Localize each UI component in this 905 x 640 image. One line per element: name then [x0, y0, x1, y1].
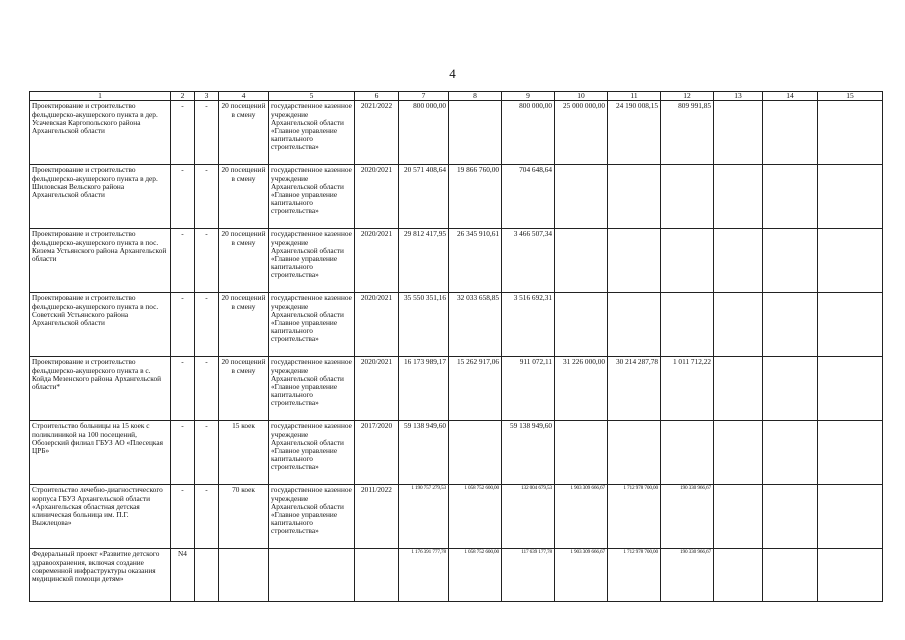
- column-number-10: 10: [555, 92, 608, 101]
- cell-col-3: -: [195, 165, 219, 229]
- cell-col-9: 132 004 679,53: [502, 485, 555, 549]
- cell-object-name: Проектирование и строительство фельдшерско-акушерского пункта в пос. Кизема Устьянского района Архангельской области: [30, 229, 171, 293]
- cell-customer: государственное казенное учреждение Архангельской области «Главное управление капитального строительства»: [269, 293, 355, 357]
- cell-col-9: 59 138 949,60: [502, 421, 555, 485]
- cell-period: 2021/2022: [355, 101, 399, 165]
- column-number-row: [30, 92, 883, 101]
- cell-col-11: [608, 421, 661, 485]
- cell-col-14: [763, 549, 818, 602]
- cell-col-3: -: [195, 101, 219, 165]
- column-number-11: 11: [608, 92, 661, 101]
- cell-col-14: [763, 165, 818, 229]
- cell-col-13: [714, 101, 763, 165]
- cell-col-8: 15 262 917,06: [449, 357, 502, 421]
- cell-col-3: -: [195, 229, 219, 293]
- cell-col-7: 1 190 757 279,53: [399, 485, 449, 549]
- table-row: [30, 293, 883, 357]
- cell-customer: государственное казенное учреждение Архангельской области «Главное управление капитального строительства»: [269, 165, 355, 229]
- cell-col-9: 704 648,64: [502, 165, 555, 229]
- cell-col-13: [714, 357, 763, 421]
- cell-col-11: 1 712 978 700,00: [608, 549, 661, 602]
- cell-customer: государственное казенное учреждение Архангельской области «Главное управление капитального строительства»: [269, 485, 355, 549]
- cell-col-12: 1 011 712,22: [661, 357, 714, 421]
- cell-capacity: [219, 549, 269, 602]
- cell-col-2: N4: [171, 549, 195, 602]
- cell-customer: [269, 549, 355, 602]
- column-number-5: 5: [269, 92, 355, 101]
- cell-col-15: [818, 293, 883, 357]
- cell-col-13: [714, 293, 763, 357]
- cell-col-3: -: [195, 421, 219, 485]
- cell-col-2: -: [171, 357, 195, 421]
- cell-col-8: 1 058 752 600,00: [449, 549, 502, 602]
- cell-col-13: [714, 549, 763, 602]
- cell-customer: государственное казенное учреждение Архангельской области «Главное управление капитального строительства»: [269, 421, 355, 485]
- cell-col-8: 19 866 760,00: [449, 165, 502, 229]
- cell-col-2: -: [171, 293, 195, 357]
- cell-col-8: [449, 421, 502, 485]
- cell-col-8: 32 033 658,85: [449, 293, 502, 357]
- cell-col-9: 911 072,11: [502, 357, 555, 421]
- cell-col-14: [763, 101, 818, 165]
- cell-col-3: -: [195, 357, 219, 421]
- cell-col-13: [714, 165, 763, 229]
- cell-col-2: -: [171, 165, 195, 229]
- cell-col-11: 24 190 008,15: [608, 101, 661, 165]
- column-number-4: 4: [219, 92, 269, 101]
- column-number-9: 9: [502, 92, 555, 101]
- column-number-14: 14: [763, 92, 818, 101]
- investment-table: [29, 91, 883, 602]
- cell-period: 2020/2021: [355, 165, 399, 229]
- cell-col-7: 35 550 351,16: [399, 293, 449, 357]
- column-number-12: 12: [661, 92, 714, 101]
- table-row: [30, 549, 883, 602]
- cell-col-12: [661, 229, 714, 293]
- cell-capacity: 20 посещений в смену: [219, 229, 269, 293]
- cell-col-12: [661, 165, 714, 229]
- column-number-1: 1: [30, 92, 171, 101]
- cell-col-7: 1 176 391 777,78: [399, 549, 449, 602]
- cell-col-9: 800 000,00: [502, 101, 555, 165]
- cell-col-7: 29 812 417,95: [399, 229, 449, 293]
- cell-col-11: 30 214 287,78: [608, 357, 661, 421]
- table-row: [30, 485, 883, 549]
- cell-object-name: Проектирование и строительство фельдшерско-акушерского пункта в дер. Шиловская Вельского района Архангельской области: [30, 165, 171, 229]
- cell-col-13: [714, 229, 763, 293]
- cell-col-15: [818, 101, 883, 165]
- table-row: [30, 101, 883, 165]
- cell-col-8: 26 345 910,61: [449, 229, 502, 293]
- cell-col-14: [763, 421, 818, 485]
- cell-capacity: 70 коек: [219, 485, 269, 549]
- cell-col-9: 117 639 177,78: [502, 549, 555, 602]
- cell-col-7: 16 173 989,17: [399, 357, 449, 421]
- cell-col-10: 1 903 309 666,67: [555, 549, 608, 602]
- cell-capacity: 20 посещений в смену: [219, 293, 269, 357]
- cell-col-14: [763, 485, 818, 549]
- column-number-3: 3: [195, 92, 219, 101]
- cell-col-3: -: [195, 485, 219, 549]
- cell-col-12: 190 330 966,67: [661, 485, 714, 549]
- cell-capacity: 20 посещений в смену: [219, 165, 269, 229]
- table-row: [30, 357, 883, 421]
- cell-col-7: 59 138 949,60: [399, 421, 449, 485]
- cell-col-15: [818, 357, 883, 421]
- table-row: [30, 421, 883, 485]
- page-number: 4: [449, 66, 456, 81]
- table-row: [30, 229, 883, 293]
- cell-period: 2020/2021: [355, 293, 399, 357]
- cell-col-9: 3 516 692,31: [502, 293, 555, 357]
- cell-col-2: -: [171, 421, 195, 485]
- column-number-7: 7: [399, 92, 449, 101]
- cell-capacity: 20 посещений в смену: [219, 357, 269, 421]
- cell-col-14: [763, 357, 818, 421]
- cell-period: 2020/2021: [355, 357, 399, 421]
- cell-col-12: [661, 421, 714, 485]
- column-number-2: 2: [171, 92, 195, 101]
- cell-col-7: 800 000,00: [399, 101, 449, 165]
- cell-col-10: [555, 229, 608, 293]
- cell-col-8: 1 058 752 600,00: [449, 485, 502, 549]
- cell-col-13: [714, 421, 763, 485]
- cell-object-name: Федеральный проект «Развитие детского здравоохранения, включая создание современной инфраструктуры оказания медицинской помощи детям»: [30, 549, 171, 602]
- column-number-13: 13: [714, 92, 763, 101]
- cell-customer: государственное казенное учреждение Архангельской области «Главное управление капитального строительства»: [269, 229, 355, 293]
- cell-customer: государственное казенное учреждение Архангельской области «Главное управление капитального строительства»: [269, 357, 355, 421]
- column-number-8: 8: [449, 92, 502, 101]
- cell-col-15: [818, 165, 883, 229]
- cell-col-11: 1 712 978 700,00: [608, 485, 661, 549]
- cell-col-10: [555, 165, 608, 229]
- cell-col-15: [818, 549, 883, 602]
- cell-col-11: [608, 165, 661, 229]
- cell-col-15: [818, 229, 883, 293]
- cell-object-name: Проектирование и строительство фельдшерско-акушерского пункта в с. Койда Мезенского района Архангельской области*: [30, 357, 171, 421]
- cell-period: 2017/2020: [355, 421, 399, 485]
- cell-col-12: [661, 293, 714, 357]
- column-number-15: 15: [818, 92, 883, 101]
- cell-col-2: -: [171, 485, 195, 549]
- cell-col-2: -: [171, 101, 195, 165]
- cell-col-15: [818, 421, 883, 485]
- cell-period: 2011/2022: [355, 485, 399, 549]
- cell-col-14: [763, 229, 818, 293]
- cell-object-name: Проектирование и строительство фельдшерско-акушерского пункта в дер. Усачевская Каргопольского района Архангельской области: [30, 101, 171, 165]
- cell-col-12: 190 330 966,67: [661, 549, 714, 602]
- table-row: [30, 165, 883, 229]
- cell-period: [355, 549, 399, 602]
- table-body: [30, 92, 883, 602]
- cell-col-15: [818, 485, 883, 549]
- cell-col-3: [195, 549, 219, 602]
- cell-col-9: 3 466 507,34: [502, 229, 555, 293]
- column-number-6: 6: [355, 92, 399, 101]
- cell-col-11: [608, 293, 661, 357]
- cell-col-10: 1 903 309 666,67: [555, 485, 608, 549]
- cell-col-7: 20 571 408,64: [399, 165, 449, 229]
- cell-col-8: [449, 101, 502, 165]
- cell-col-10: [555, 293, 608, 357]
- cell-col-12: 809 991,85: [661, 101, 714, 165]
- cell-object-name: Строительство лечебно-диагностического корпуса ГБУЗ Архангельской области «Архангельская областная детская клиническая больница им. П.Г. Выжлецова»: [30, 485, 171, 549]
- cell-col-10: [555, 421, 608, 485]
- cell-col-14: [763, 293, 818, 357]
- cell-col-3: -: [195, 293, 219, 357]
- cell-capacity: 20 посещений в смену: [219, 101, 269, 165]
- cell-capacity: 15 коек: [219, 421, 269, 485]
- cell-object-name: Строительство больницы на 15 коек с поликлиникой на 100 посещений, Обозерский филиал ГБУЗ АО «Плесецкая ЦРБ»: [30, 421, 171, 485]
- cell-col-11: [608, 229, 661, 293]
- cell-object-name: Проектирование и строительство фельдшерско-акушерского пункта в пос. Советский Устьянского района Архангельской области: [30, 293, 171, 357]
- cell-col-10: 31 226 000,00: [555, 357, 608, 421]
- cell-col-13: [714, 485, 763, 549]
- cell-customer: государственное казенное учреждение Архангельской области «Главное управление капитального строительства»: [269, 101, 355, 165]
- cell-period: 2020/2021: [355, 229, 399, 293]
- cell-col-10: 25 000 000,00: [555, 101, 608, 165]
- cell-col-2: -: [171, 229, 195, 293]
